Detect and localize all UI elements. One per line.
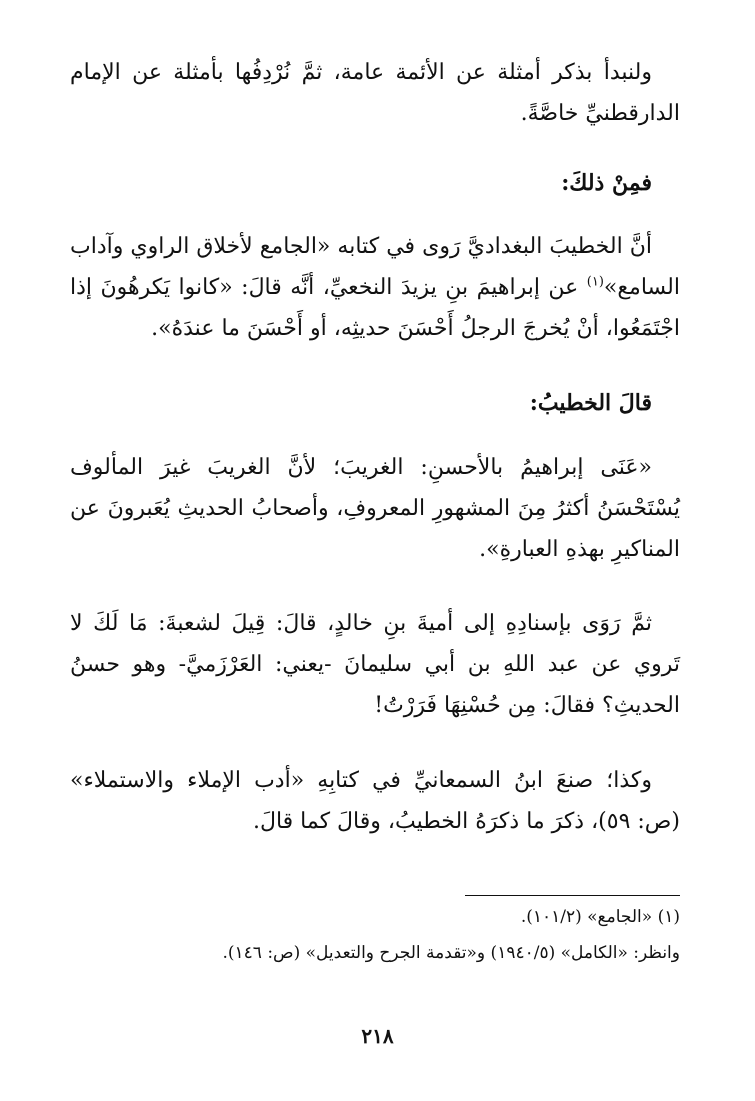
footnote-1: (١) «الجامع» (١٠١/٢). bbox=[520, 907, 680, 927]
subheading-khatib-said: قالَ الخطيبُ: bbox=[529, 390, 652, 416]
page-number: ٢١٨ bbox=[361, 1024, 394, 1048]
paragraph-text-part1: أنَّ الخطيبَ البغداديَّ رَوى في كتابه «الجامع لأخلاق الراوي وآداب السامع» bbox=[70, 234, 680, 300]
footnote-2: وانظر: «الكامل» (١٩٤٠/٥) و«تقدمة الجرح والتعديل» (ص: ١٤٦). bbox=[222, 943, 680, 963]
subheading-examples: فمِنْ ذلكَ: bbox=[561, 170, 652, 196]
paragraph-khatib-narration bbox=[70, 226, 680, 349]
paragraph-intro: ولنبدأ بذكر أمثلة عن الأئمة عامة، ثمَّ نُرْدِفُها بأمثلة عن الإمام الدارقطنيِّ خاصَّةً. bbox=[70, 60, 680, 126]
footnote-ref-1: (١) bbox=[586, 274, 604, 290]
paragraph-khatib-quote: «عَنَى إبراهيمُ بالأحسنِ: الغريبَ؛ لأنَّ الغريبَ غيرَ المألوف يُسْتَحْسَنُ أكثرُ مِنَ المشهورِ المعروفِ، وأصحابُ الحديثِ يُعَبرونَ عن المناكيرِ بهذهِ العبارةِ». bbox=[70, 455, 680, 562]
footnote-divider bbox=[465, 895, 680, 896]
paragraph-shuba-narration: ثمَّ رَوَى بإسنادِهِ إلى أميةَ بنِ خالدٍ، قالَ: قِيلَ لشعبةَ: مَا لَكَ لا تَروي عن عبد اللهِ بن أبي سليمانَ -يعني: العَرْزَميَّ- وهو حسنُ الحديثِ؟ فقالَ: مِن حُسْنِهَا فَرَرْتُ! bbox=[70, 611, 680, 718]
paragraph-text-part2: عن إبراهيمَ بنِ يزيدَ النخعيِّ، أنَّه قالَ: «كانوا يَكرهُونَ إذا اجْتَمَعُوا، أنْ يُخرجَ الرجلُ أَحْسَنَ حديثِه، أو أَحْسَنَ ما عندَهُ». bbox=[70, 275, 680, 341]
paragraph-samani: وكذا؛ صنعَ ابنُ السمعانيِّ في كتابِهِ «أدب الإملاء والاستملاء» (ص: ٥٩)، ذكرَ ما ذكرَهُ الخطيبُ، وقالَ كما قالَ. bbox=[70, 768, 680, 834]
